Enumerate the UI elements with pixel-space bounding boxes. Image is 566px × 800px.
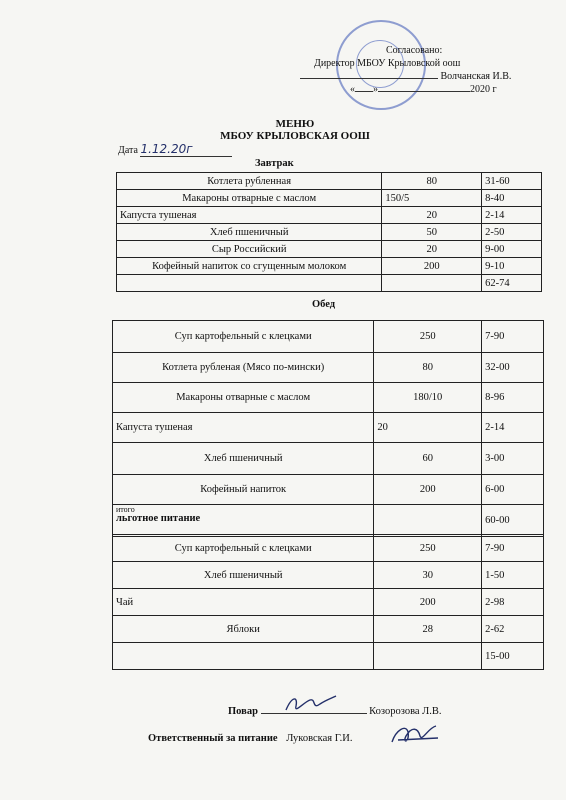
dish-name	[113, 643, 374, 670]
dish-name: Капуста тушеная	[117, 207, 382, 224]
dish-portion	[382, 275, 482, 292]
dish-portion: 20	[382, 207, 482, 224]
dish-portion: 50	[382, 224, 482, 241]
page-title: МЕНЮ	[275, 118, 315, 130]
responsible-signature-icon	[388, 720, 444, 748]
benefit-table	[112, 534, 544, 670]
table-row	[113, 383, 544, 413]
table-row	[117, 258, 542, 275]
dish-name: Сыр Российский	[117, 241, 382, 258]
dish-price: 15-00	[482, 643, 544, 670]
table-row	[117, 224, 542, 241]
cook-signature-icon	[282, 692, 338, 716]
dish-name: Яблоки	[113, 616, 374, 643]
school-title: МБОУ КРЫЛОВСКАЯ ООШ	[220, 130, 370, 142]
dish-name: Котлета рубленная	[117, 173, 382, 190]
table-row	[113, 562, 544, 589]
dish-portion: 80	[374, 353, 482, 383]
responsible-name: Луковская Г.И.	[286, 733, 353, 744]
dish-name: Хлеб пшеничный	[113, 562, 374, 589]
dish-name: Кофейный напиток со сгущенным молоком	[117, 258, 382, 275]
dish-price: 2-14	[482, 413, 544, 443]
dish-portion: 200	[374, 475, 482, 505]
dish-price: 2-62	[482, 616, 544, 643]
table-row	[113, 535, 544, 562]
lunch-table	[112, 320, 544, 537]
dish-portion: 30	[374, 562, 482, 589]
dish-name: Макароны отварные с маслом	[117, 190, 382, 207]
approval-director: Директор МБОУ Крыловской оош	[314, 58, 461, 69]
table-row	[113, 589, 544, 616]
cook-name: Козорозова Л.В.	[369, 706, 442, 717]
table-row	[113, 413, 544, 443]
approval-year: 2020 г	[470, 84, 497, 95]
dish-price: 2-98	[482, 589, 544, 616]
table-row	[117, 241, 542, 258]
approval-block	[300, 44, 540, 96]
dish-name: Хлеб пшеничный	[117, 224, 382, 241]
table-row	[113, 353, 544, 383]
table-row	[113, 643, 544, 670]
dish-name: Макароны отварные с маслом	[113, 383, 374, 413]
approval-signer: Волчанская И.В.	[440, 71, 512, 82]
approval-heading: Согласовано:	[386, 45, 443, 56]
table-row	[113, 321, 544, 353]
dish-portion: 200	[382, 258, 482, 275]
table-row	[117, 275, 542, 292]
dish-name: Суп картофельный с клецками	[113, 535, 374, 562]
responsible-label: Ответственный за питание	[148, 733, 278, 744]
dish-portion: 20	[382, 241, 482, 258]
dish-price: 62-74	[482, 275, 542, 292]
dish-price: 2-50	[482, 224, 542, 241]
dish-portion: 180/10	[374, 383, 482, 413]
dish-price: 7-90	[482, 535, 544, 562]
table-row	[113, 616, 544, 643]
approval-date-line: « » 2020 г	[350, 84, 497, 95]
dish-portion: 150/5	[382, 190, 482, 207]
breakfast-table	[116, 172, 542, 292]
dish-price: 2-14	[482, 207, 542, 224]
dish-portion: 28	[374, 616, 482, 643]
lunch-title: Обед	[312, 299, 336, 310]
dish-price: 9-00	[482, 241, 542, 258]
dish-portion	[374, 505, 482, 537]
dish-price: 31-60	[482, 173, 542, 190]
breakfast-title: Завтрак	[255, 158, 294, 169]
dish-portion: 20	[374, 413, 482, 443]
responsible-line	[148, 732, 352, 745]
table-row	[117, 207, 542, 224]
dish-price: 32-00	[482, 353, 544, 383]
dish-price: 7-90	[482, 321, 544, 353]
dish-name: Кофейный напиток	[113, 475, 374, 505]
dish-price: 8-96	[482, 383, 544, 413]
dish-price: 9-10	[482, 258, 542, 275]
dish-name: Хлеб пшеничный	[113, 443, 374, 475]
dish-name: Котлета рубленая (Мясо по-мински)	[113, 353, 374, 383]
dish-price: 60-00	[482, 505, 544, 537]
dish-name: Суп картофельный с клецками	[113, 321, 374, 353]
dish-name	[117, 275, 382, 292]
dish-portion: 200	[374, 589, 482, 616]
cook-label: Повар	[228, 706, 258, 717]
dish-portion: 250	[374, 535, 482, 562]
dish-portion: 60	[374, 443, 482, 475]
table-row	[113, 475, 544, 505]
dish-name: Капуста тушеная	[113, 413, 374, 443]
dish-price: 8-40	[482, 190, 542, 207]
benefit-title: льготное питание	[116, 513, 201, 524]
dish-price: 6-00	[482, 475, 544, 505]
date-label: Дата	[118, 145, 138, 156]
dish-price: 1-50	[482, 562, 544, 589]
dish-name: итого	[113, 505, 374, 537]
table-row	[117, 173, 542, 190]
dish-portion: 80	[382, 173, 482, 190]
dish-portion	[374, 643, 482, 670]
approval-signer-line	[300, 70, 540, 83]
date-row	[118, 143, 232, 157]
dish-name: Чай	[113, 589, 374, 616]
dish-price: 3-00	[482, 443, 544, 475]
table-row	[117, 190, 542, 207]
table-row	[113, 443, 544, 475]
dish-portion: 250	[374, 321, 482, 353]
date-value: 1.12.20г	[140, 143, 232, 157]
